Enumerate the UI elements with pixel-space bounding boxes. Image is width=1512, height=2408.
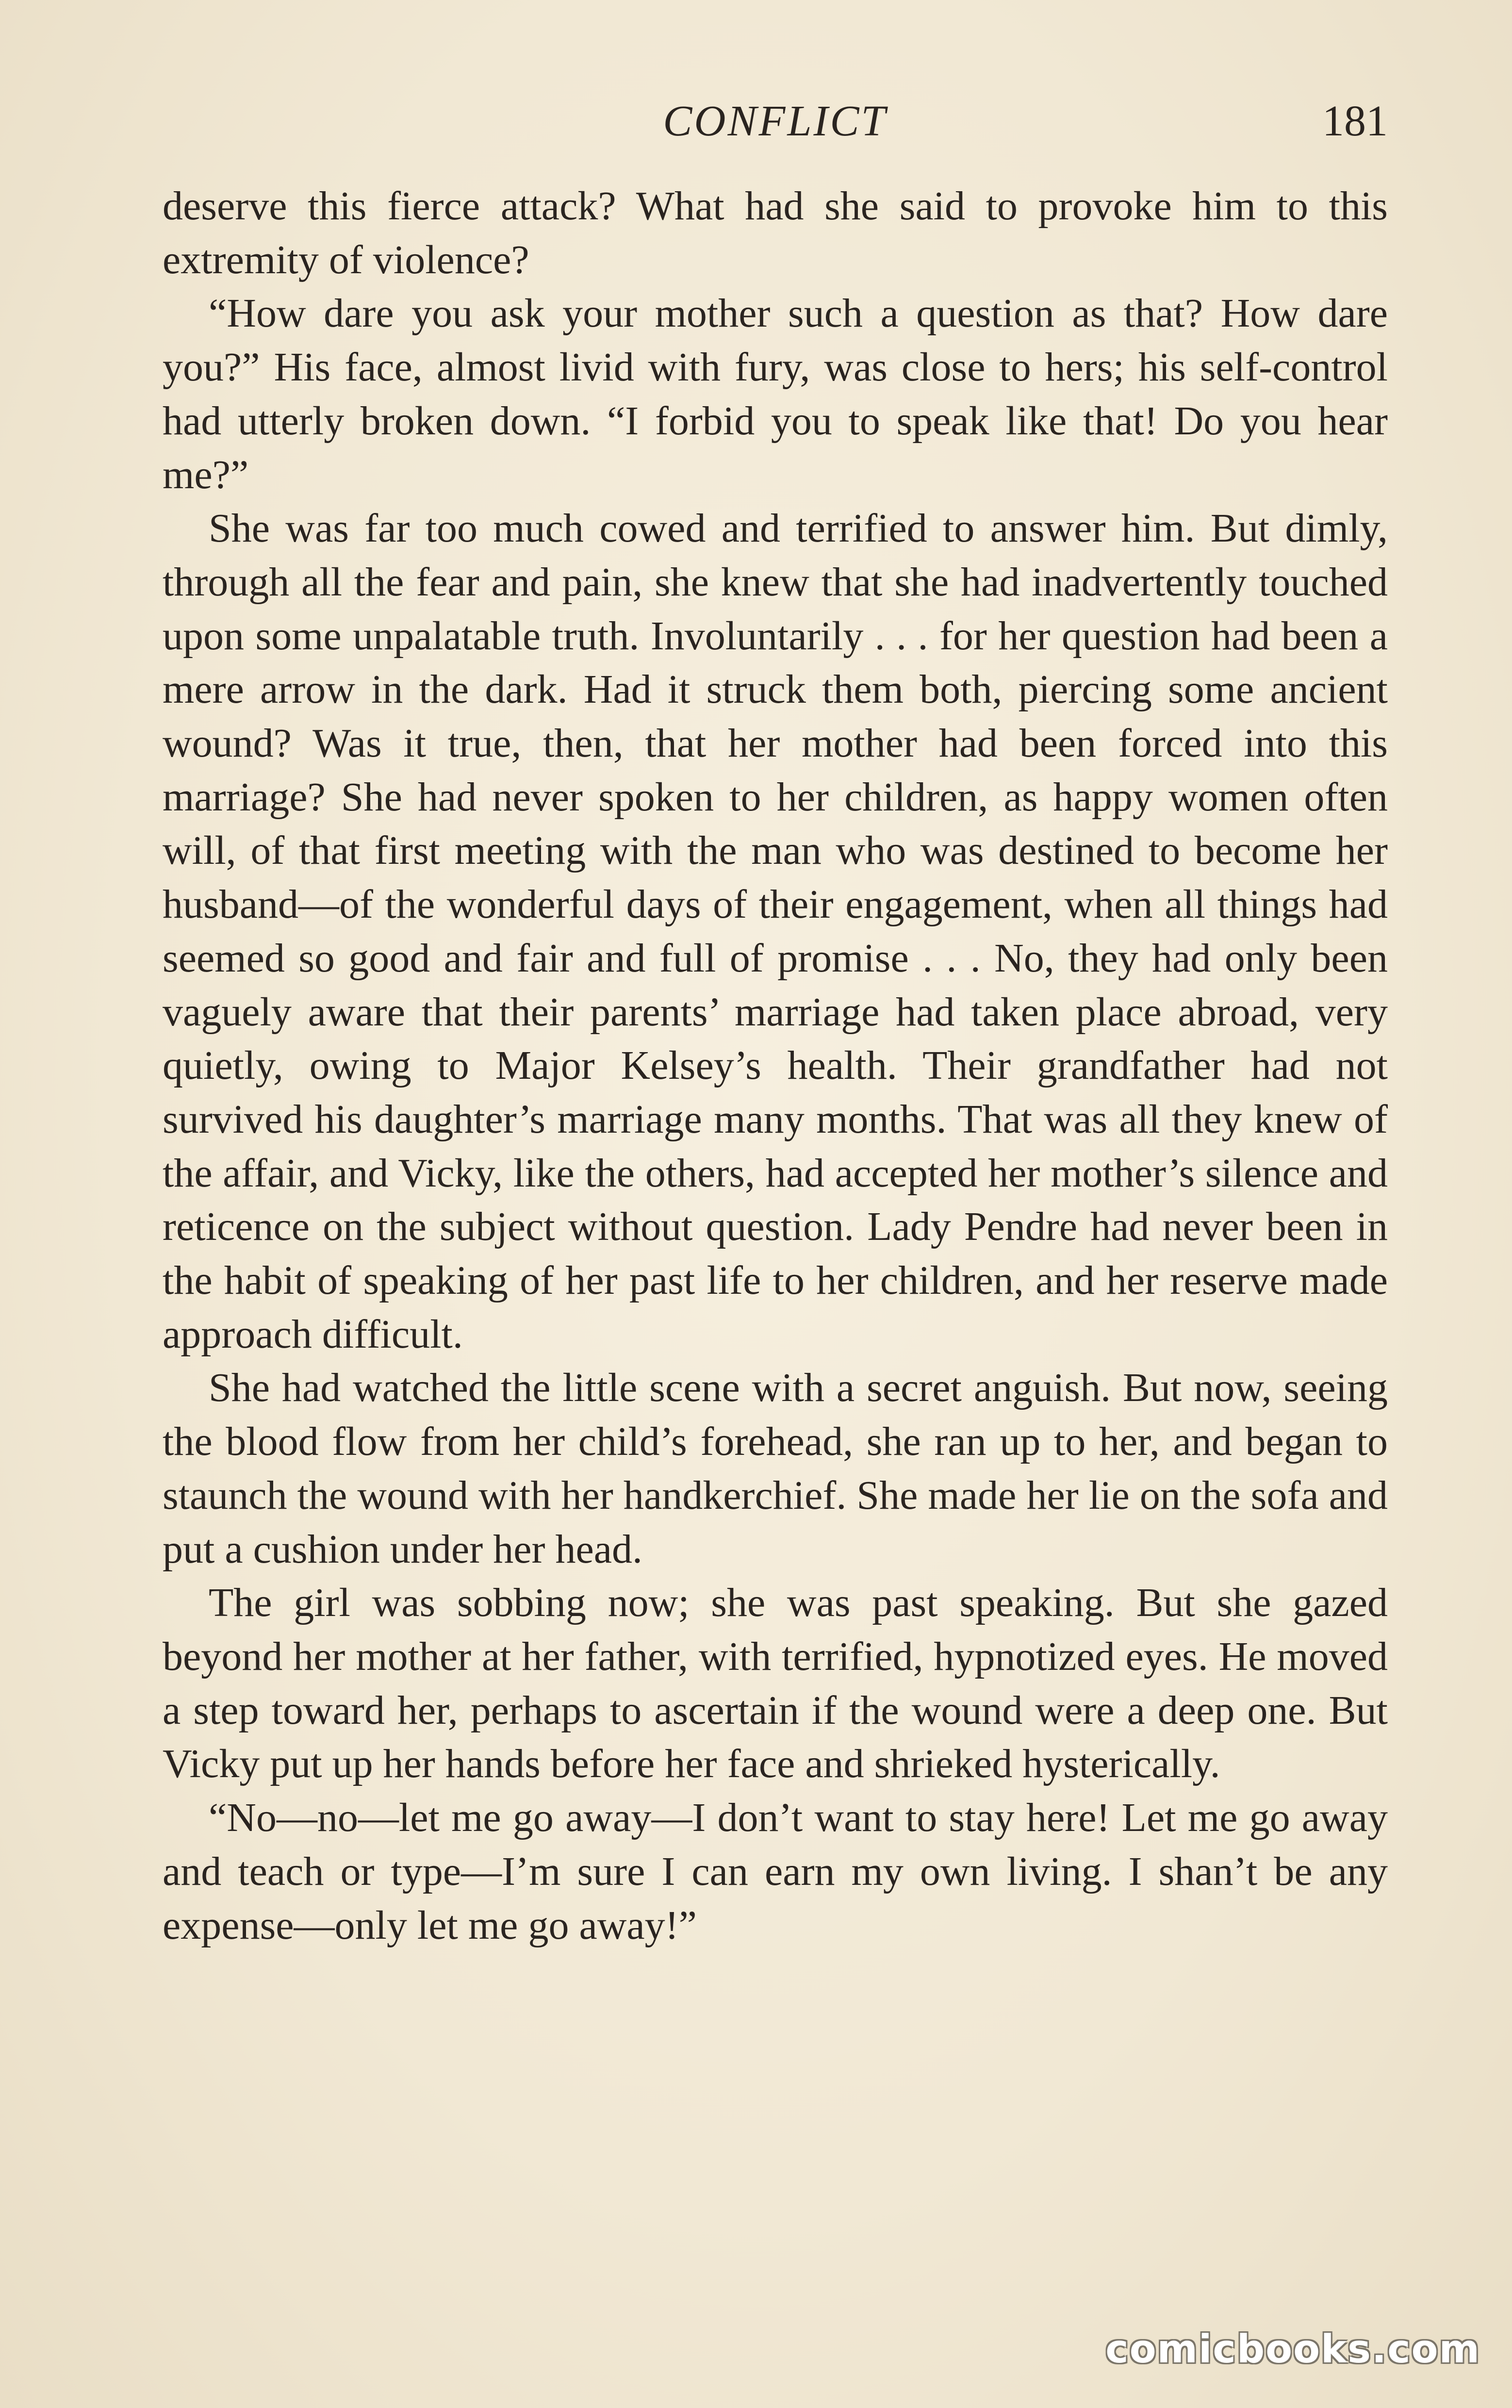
paragraph-mother-tends: She had watched the little scene with a secret anguish. But now, seeing the blood flow from her child’s forehead, she ran up to her, and began to staunch the wound with her handkerchief. She made her lie on the sofa and put a cushion under her head. <box>163 1365 1388 1572</box>
page-number: 181 <box>1322 97 1388 145</box>
paragraph-vicky-reflection: She was far too much cowed and terrified to answer him. But dimly, through all the fear and pain, she knew that she had inadvertently touched upon some unpalatable truth. Involuntarily . . . for her question had been a mere arrow in the dark. Had it struck them both, piercing some ancient wound? Was it true, then, that her mother had been forced into this marriage? She had never spoken to her children, as happy women often will, of that first meeting with the man who was destined to become her husband—of the wonderful days of their engagement, when all things had seemed so good and fair and full of promise . . . No, they had only been vaguely aware that their parents’ marriage had taken place abroad, very quietly, owing to Major Kelsey’s health. Their grandfather had not survived his daughter’s marriage many months. That was all they knew of the affair, and Vicky, like the others, had accepted her mother’s silence and reticence on the subject without question. Lady Pendre had never been in the habit of speaking of her past life to her children, and her reserve made approach difficult. <box>163 506 1388 1357</box>
running-head <box>163 92 1388 150</box>
paragraph-dialogue-father: “How dare you ask your mother such a question as that? How dare you?” His face, almost livid with fury, was close to hers; his self-control had utterly broken down. “I forbid you to speak like that! Do you hear me?” <box>163 291 1388 497</box>
paragraph-girl-sobbing: The girl was sobbing now; she was past speaking. But she gazed beyond her mother at her father, with terrified, hypnotized eyes. He moved a step toward her, perhaps to ascertain if the wound were a deep one. But Vicky put up her hands before her face and shrieked hysterically. <box>163 1580 1388 1787</box>
paragraph-continuation: deserve this fierce attack? What had she said to provoke him to this extremity of violence? <box>163 183 1388 282</box>
watermark-logo: comicbooks.com <box>1105 2326 1480 2372</box>
body-text <box>163 180 1388 1952</box>
running-title: CONFLICT <box>663 97 887 145</box>
paragraph-vicky-plea: “No—no—let me go away—I don’t want to stay here! Let me go away and teach or type—I’m sure I can earn my own living. I shan’t be any expense—only let me go away!” <box>163 1795 1388 1948</box>
